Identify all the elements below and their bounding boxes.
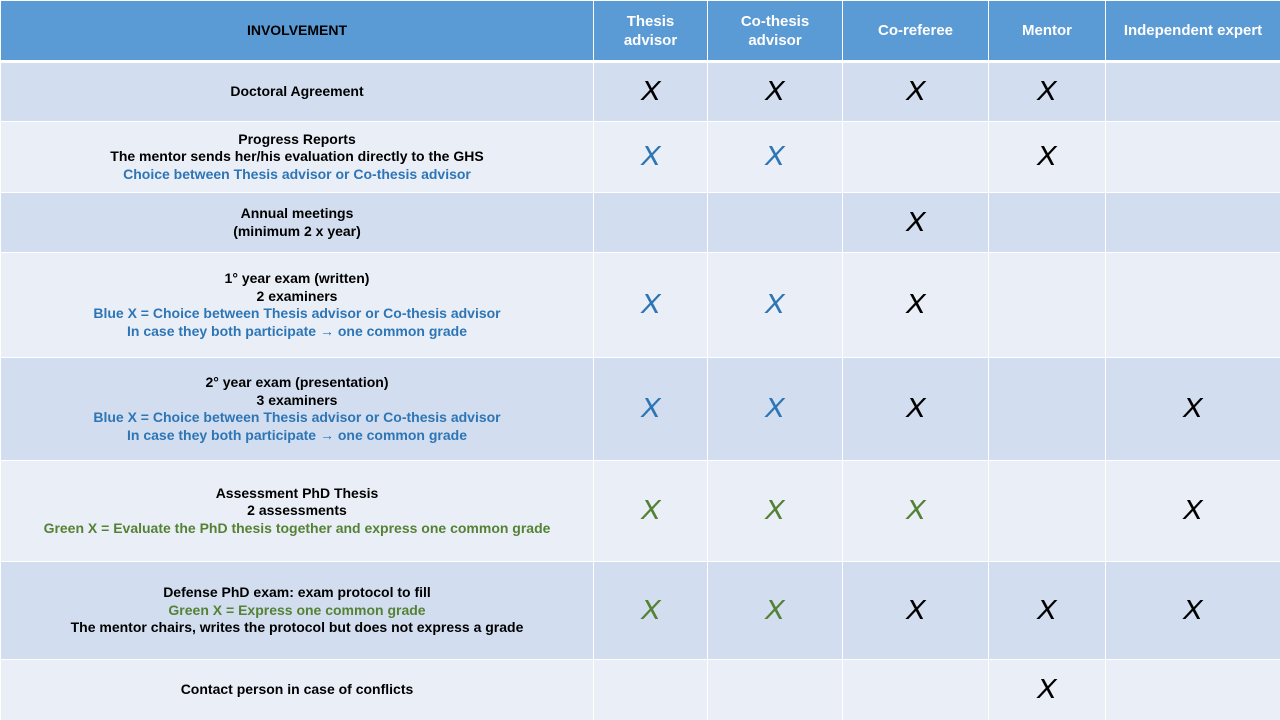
header-involvement: INVOLVEMENT bbox=[1, 1, 594, 62]
x-mark-icon: X bbox=[1180, 496, 1206, 526]
row-assessment-phd-thesis bbox=[1, 461, 1280, 562]
cell-co-referee bbox=[843, 122, 989, 193]
cell-mentor bbox=[989, 253, 1106, 358]
row-progress-reports bbox=[1, 122, 1280, 193]
row-label-line: Blue X = Choice between Thesis advisor or Co-thesis advisor bbox=[93, 409, 501, 425]
row-label bbox=[1, 461, 594, 562]
row-label-line: The mentor sends her/his evaluation directly to the GHS bbox=[110, 148, 484, 165]
cell-co-referee bbox=[843, 358, 989, 461]
row-label-line: Green X = Evaluate the PhD thesis together and express one common grade bbox=[43, 519, 551, 536]
row-label bbox=[1, 193, 594, 253]
cell-co-thesis-advisor bbox=[708, 62, 843, 122]
x-mark-icon: X bbox=[1034, 675, 1060, 705]
row-label-line: Green X = Express one common grade bbox=[168, 601, 426, 618]
row-label-line: 2° year exam (presentation) bbox=[205, 374, 389, 390]
cell-independent-expert bbox=[1106, 122, 1280, 193]
row-defense-phd-exam bbox=[1, 562, 1280, 660]
row-label-line: Contact person in case of conflicts bbox=[180, 681, 414, 698]
header-label-line: Co-referee bbox=[877, 22, 954, 39]
cell-co-referee bbox=[843, 461, 989, 562]
cell-independent-expert bbox=[1106, 193, 1280, 253]
header-thesis-advisor bbox=[594, 1, 708, 62]
row-label-line: In case they both participate → one common grade bbox=[127, 322, 467, 339]
cell-co-thesis-advisor bbox=[708, 253, 843, 358]
x-mark-icon: X bbox=[637, 496, 664, 526]
header-label-line: Co-thesis bbox=[740, 12, 810, 30]
header-co-thesis-advisor bbox=[708, 1, 843, 62]
row-label-line: Progress Reports bbox=[238, 130, 356, 147]
row-label-line: Blue X = Choice between Thesis advisor or Co-thesis advisor bbox=[93, 305, 501, 321]
x-mark-icon: X bbox=[637, 142, 664, 172]
cell-co-thesis-advisor bbox=[708, 193, 843, 253]
cell-co-thesis-advisor bbox=[708, 358, 843, 461]
x-mark-icon: X bbox=[762, 77, 788, 107]
cell-mentor bbox=[989, 461, 1106, 562]
cell-independent-expert bbox=[1106, 253, 1280, 358]
x-mark-icon: X bbox=[762, 496, 788, 526]
x-mark-icon: X bbox=[637, 394, 664, 424]
row-contact-person bbox=[1, 660, 1280, 720]
row-label bbox=[1, 562, 594, 660]
x-mark-icon: X bbox=[1180, 595, 1206, 626]
cell-mentor bbox=[989, 660, 1106, 720]
x-mark-icon: X bbox=[902, 77, 929, 107]
row-label bbox=[1, 358, 594, 461]
row-label bbox=[1, 253, 594, 358]
row-doctoral-agreement bbox=[1, 62, 1280, 122]
cell-independent-expert bbox=[1106, 660, 1280, 720]
table-body bbox=[1, 62, 1280, 720]
x-mark-icon: X bbox=[637, 595, 664, 626]
cell-mentor bbox=[989, 562, 1106, 660]
row-label-line: 3 examiners bbox=[256, 391, 338, 408]
row-label-line: Annual meetings bbox=[240, 205, 354, 221]
cell-thesis-advisor bbox=[594, 122, 708, 193]
x-mark-icon: X bbox=[1034, 595, 1060, 626]
cell-thesis-advisor bbox=[594, 62, 708, 122]
cell-thesis-advisor bbox=[594, 253, 708, 358]
cell-mentor bbox=[989, 193, 1106, 253]
cell-co-referee bbox=[843, 193, 989, 253]
cell-independent-expert bbox=[1106, 461, 1280, 562]
row-annual-meetings bbox=[1, 193, 1280, 253]
cell-co-referee bbox=[843, 660, 989, 720]
header-row bbox=[1, 1, 1280, 62]
cell-co-thesis-advisor bbox=[708, 122, 843, 193]
x-mark-icon: X bbox=[902, 394, 929, 424]
x-mark-icon: X bbox=[762, 595, 788, 626]
cell-co-thesis-advisor bbox=[708, 461, 843, 562]
header-independent-expert bbox=[1106, 1, 1280, 62]
cell-mentor bbox=[989, 358, 1106, 461]
row-label bbox=[1, 660, 594, 720]
x-mark-icon: X bbox=[902, 595, 929, 626]
row-first-year-exam bbox=[1, 253, 1280, 358]
x-mark-icon: X bbox=[637, 77, 664, 107]
x-mark-icon: X bbox=[1034, 142, 1060, 172]
x-mark-icon: X bbox=[902, 290, 929, 320]
cell-co-thesis-advisor bbox=[708, 660, 843, 720]
header-co-referee bbox=[843, 1, 989, 62]
row-label bbox=[1, 62, 594, 122]
cell-thesis-advisor bbox=[594, 660, 708, 720]
row-label-line: 1° year exam (written) bbox=[224, 270, 370, 286]
cell-mentor bbox=[989, 122, 1106, 193]
cell-independent-expert bbox=[1106, 562, 1280, 660]
x-mark-icon: X bbox=[762, 142, 788, 172]
x-mark-icon: X bbox=[762, 394, 788, 424]
cell-thesis-advisor bbox=[594, 193, 708, 253]
cell-co-referee bbox=[843, 62, 989, 122]
x-mark-icon: X bbox=[1034, 77, 1060, 107]
cell-independent-expert bbox=[1106, 358, 1280, 461]
cell-mentor bbox=[989, 62, 1106, 122]
row-label bbox=[1, 122, 594, 193]
x-mark-icon: X bbox=[762, 290, 788, 320]
cell-independent-expert bbox=[1106, 62, 1280, 122]
row-label-line: 2 examiners bbox=[256, 287, 338, 304]
row-label-line: In case they both participate → one common grade bbox=[127, 426, 467, 443]
row-label-line: Doctoral Agreement bbox=[230, 83, 364, 100]
cell-thesis-advisor bbox=[594, 461, 708, 562]
row-label-line: The mentor chairs, writes the protocol but does not express a grade bbox=[70, 619, 524, 636]
header-label-line: Independent expert bbox=[1123, 22, 1263, 39]
header-label-line: Thesis bbox=[626, 12, 675, 30]
row-second-year-exam bbox=[1, 358, 1280, 461]
row-label-line: (minimum 2 x year) bbox=[233, 222, 361, 239]
x-mark-icon: X bbox=[637, 290, 664, 320]
cell-thesis-advisor bbox=[594, 358, 708, 461]
header-label-line: advisor bbox=[748, 31, 802, 49]
x-mark-icon: X bbox=[902, 207, 929, 238]
x-mark-icon: X bbox=[902, 496, 929, 526]
header-mentor bbox=[989, 1, 1106, 62]
header-label-line: Mentor bbox=[1022, 22, 1072, 39]
cell-co-referee bbox=[843, 253, 989, 358]
header-label-line: advisor bbox=[623, 31, 678, 49]
row-label-line: Choice between Thesis advisor or Co-thesis advisor bbox=[123, 165, 471, 182]
row-label-line: Assessment PhD Thesis bbox=[215, 484, 379, 501]
row-label-line: Defense PhD exam: exam protocol to fill bbox=[163, 584, 431, 601]
cell-co-thesis-advisor bbox=[708, 562, 843, 660]
cell-thesis-advisor bbox=[594, 562, 708, 660]
cell-co-referee bbox=[843, 562, 989, 660]
row-label-line: 2 assessments bbox=[247, 502, 347, 519]
x-mark-icon: X bbox=[1180, 394, 1206, 424]
